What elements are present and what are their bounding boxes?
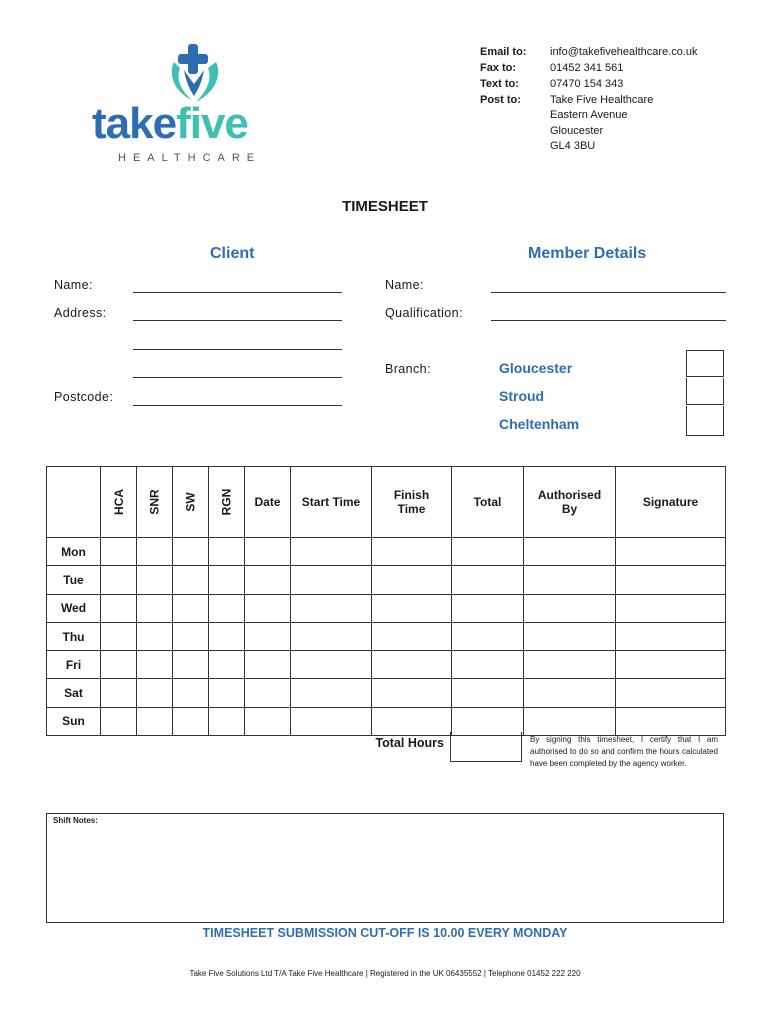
- table-cell[interactable]: [524, 594, 616, 622]
- client-heading: Client: [210, 245, 255, 262]
- day-label: Sat: [47, 679, 101, 707]
- table-cell[interactable]: [372, 707, 452, 735]
- table-row: [47, 651, 726, 679]
- table-cell[interactable]: [524, 622, 616, 650]
- header-blank: [47, 467, 101, 538]
- total-hours-label: Total Hours: [375, 736, 444, 750]
- table-cell[interactable]: [137, 651, 173, 679]
- address-line: Gloucester: [550, 125, 604, 137]
- table-cell[interactable]: [616, 679, 726, 707]
- table-cell[interactable]: [372, 679, 452, 707]
- table-cell[interactable]: [291, 707, 372, 735]
- client-address-field-3[interactable]: [133, 377, 342, 378]
- logo-subtitle: HEALTHCARE: [118, 152, 262, 164]
- branch-cheltenham-checkbox[interactable]: [686, 406, 724, 436]
- contact-label: Email to:: [480, 46, 527, 58]
- table-cell[interactable]: [137, 594, 173, 622]
- table-row: [47, 566, 726, 594]
- table-cell[interactable]: [616, 594, 726, 622]
- table-cell[interactable]: [452, 622, 524, 650]
- table-cell[interactable]: [173, 679, 209, 707]
- shift-notes-label: Shift Notes:: [53, 816, 98, 825]
- footer-text: Take Five Solutions Ltd T/A Take Five Healthcare | Registered in the UK 06435552 | Telephone 01452 222 220: [189, 969, 581, 978]
- table-cell[interactable]: [101, 594, 137, 622]
- branch-gloucester: Gloucester: [499, 360, 573, 376]
- table-cell[interactable]: [291, 679, 372, 707]
- table-cell[interactable]: [137, 707, 173, 735]
- branch-gloucester-checkbox[interactable]: [686, 350, 724, 377]
- table-row: [47, 707, 726, 735]
- table-cell[interactable]: [452, 566, 524, 594]
- table-cell[interactable]: [173, 622, 209, 650]
- header-signature: Signature: [616, 467, 726, 538]
- client-address-field-2[interactable]: [133, 349, 342, 350]
- day-label: Sun: [47, 707, 101, 735]
- client-address-label: Address:: [54, 306, 107, 320]
- table-cell[interactable]: [101, 538, 137, 566]
- table-cell[interactable]: [173, 707, 209, 735]
- day-label: Thu: [47, 622, 101, 650]
- header-sw: SW: [173, 467, 209, 538]
- table-cell[interactable]: [524, 707, 616, 735]
- table-cell[interactable]: [245, 622, 291, 650]
- branch-cheltenham: Cheltenham: [499, 416, 580, 432]
- table-cell[interactable]: [245, 566, 291, 594]
- table-cell[interactable]: [209, 651, 245, 679]
- table-cell[interactable]: [245, 707, 291, 735]
- table-cell[interactable]: [173, 651, 209, 679]
- table-cell[interactable]: [452, 679, 524, 707]
- header-finish-time: Finish Time: [372, 467, 452, 538]
- table-header-row: [47, 467, 726, 538]
- table-cell[interactable]: [291, 566, 372, 594]
- day-label: Wed: [47, 594, 101, 622]
- certification-text: By signing this timesheet, I certify that I am authorised to do so and confirm the hours calculated have been completed by the agency worker.: [530, 735, 718, 768]
- table-cell[interactable]: [101, 566, 137, 594]
- qualification-field[interactable]: [491, 320, 726, 321]
- table-cell[interactable]: [372, 622, 452, 650]
- client-postcode-field[interactable]: [133, 405, 342, 406]
- day-label: Mon: [47, 538, 101, 566]
- branch-stroud-checkbox[interactable]: [686, 378, 724, 405]
- table-cell[interactable]: [616, 622, 726, 650]
- day-label: Fri: [47, 651, 101, 679]
- table-cell[interactable]: [101, 622, 137, 650]
- table-cell[interactable]: [245, 679, 291, 707]
- company-logo: [88, 40, 308, 172]
- page-title: TIMESHEET: [342, 198, 428, 215]
- client-name-label: Name:: [54, 278, 93, 292]
- table-cell[interactable]: [524, 566, 616, 594]
- table-cell[interactable]: [372, 651, 452, 679]
- table-cell[interactable]: [137, 566, 173, 594]
- table-cell[interactable]: [137, 679, 173, 707]
- table-cell[interactable]: [245, 594, 291, 622]
- branch-label: Branch:: [385, 362, 431, 376]
- table-cell[interactable]: [452, 538, 524, 566]
- table-cell[interactable]: [101, 679, 137, 707]
- contact-email[interactable]: info@takefivehealthcare.co.uk: [550, 46, 698, 58]
- header-rgn: RGN: [209, 467, 245, 538]
- table-cell[interactable]: [209, 538, 245, 566]
- table-cell[interactable]: [452, 651, 524, 679]
- cross-heart-icon: [166, 40, 226, 106]
- table-cell[interactable]: [291, 538, 372, 566]
- table-cell[interactable]: [137, 538, 173, 566]
- header-authorised-by: Authorised By: [524, 467, 616, 538]
- table-cell[interactable]: [245, 538, 291, 566]
- logo-wordmark: takefive: [92, 99, 248, 148]
- day-label: Tue: [47, 566, 101, 594]
- address-line: Eastern Avenue: [550, 109, 628, 121]
- table-cell[interactable]: [209, 594, 245, 622]
- timesheet-table: [46, 466, 726, 736]
- client-name-field[interactable]: [133, 292, 342, 293]
- total-hours-field[interactable]: [450, 732, 522, 762]
- table-cell[interactable]: [616, 566, 726, 594]
- table-cell[interactable]: [173, 594, 209, 622]
- contact-label: Text to:: [480, 78, 519, 90]
- header-hca: HCA: [101, 467, 137, 538]
- table-cell[interactable]: [101, 651, 137, 679]
- table-cell[interactable]: [209, 566, 245, 594]
- header-snr: SNR: [137, 467, 173, 538]
- table-cell[interactable]: [372, 538, 452, 566]
- contact-fax: 01452 341 561: [550, 62, 624, 74]
- table-cell[interactable]: [209, 622, 245, 650]
- table-cell[interactable]: [291, 594, 372, 622]
- contact-post: Take Five Healthcare: [550, 94, 654, 106]
- member-name-field[interactable]: [491, 292, 726, 293]
- header-start-time: Start Time: [291, 467, 372, 538]
- contact-label: Post to:: [480, 94, 521, 106]
- table-cell[interactable]: [524, 651, 616, 679]
- table-cell[interactable]: [372, 566, 452, 594]
- table-cell[interactable]: [524, 538, 616, 566]
- table-cell[interactable]: [291, 622, 372, 650]
- member-heading: Member Details: [528, 245, 647, 262]
- member-name-label: Name:: [385, 278, 424, 292]
- table-row: [47, 594, 726, 622]
- table-cell[interactable]: [173, 538, 209, 566]
- header-total: Total: [452, 467, 524, 538]
- contact-text: 07470 154 343: [550, 78, 624, 90]
- table-cell[interactable]: [101, 707, 137, 735]
- table-cell[interactable]: [616, 651, 726, 679]
- table-cell[interactable]: [452, 594, 524, 622]
- table-cell[interactable]: [245, 651, 291, 679]
- branch-stroud: Stroud: [499, 388, 545, 404]
- table-cell[interactable]: [372, 594, 452, 622]
- shift-notes-box[interactable]: [46, 813, 724, 923]
- qualification-label: Qualification:: [385, 306, 463, 320]
- table-row: [47, 679, 726, 707]
- table-cell[interactable]: [137, 622, 173, 650]
- table-cell[interactable]: [616, 707, 726, 735]
- client-address-field-1[interactable]: [133, 320, 342, 321]
- table-row: [47, 538, 726, 566]
- table-cell[interactable]: [209, 707, 245, 735]
- header-date: Date: [245, 467, 291, 538]
- contact-label: Fax to:: [480, 62, 517, 74]
- client-postcode-label: Postcode:: [54, 390, 114, 404]
- table-cell[interactable]: [616, 538, 726, 566]
- address-line: GL4 3BU: [550, 140, 596, 152]
- table-cell[interactable]: [209, 679, 245, 707]
- table-cell[interactable]: [524, 679, 616, 707]
- cutoff-notice: TIMESHEET SUBMISSION CUT-OFF IS 10.00 EVERY MONDAY: [202, 926, 568, 940]
- table-cell[interactable]: [291, 651, 372, 679]
- table-row: [47, 622, 726, 650]
- table-cell[interactable]: [173, 566, 209, 594]
